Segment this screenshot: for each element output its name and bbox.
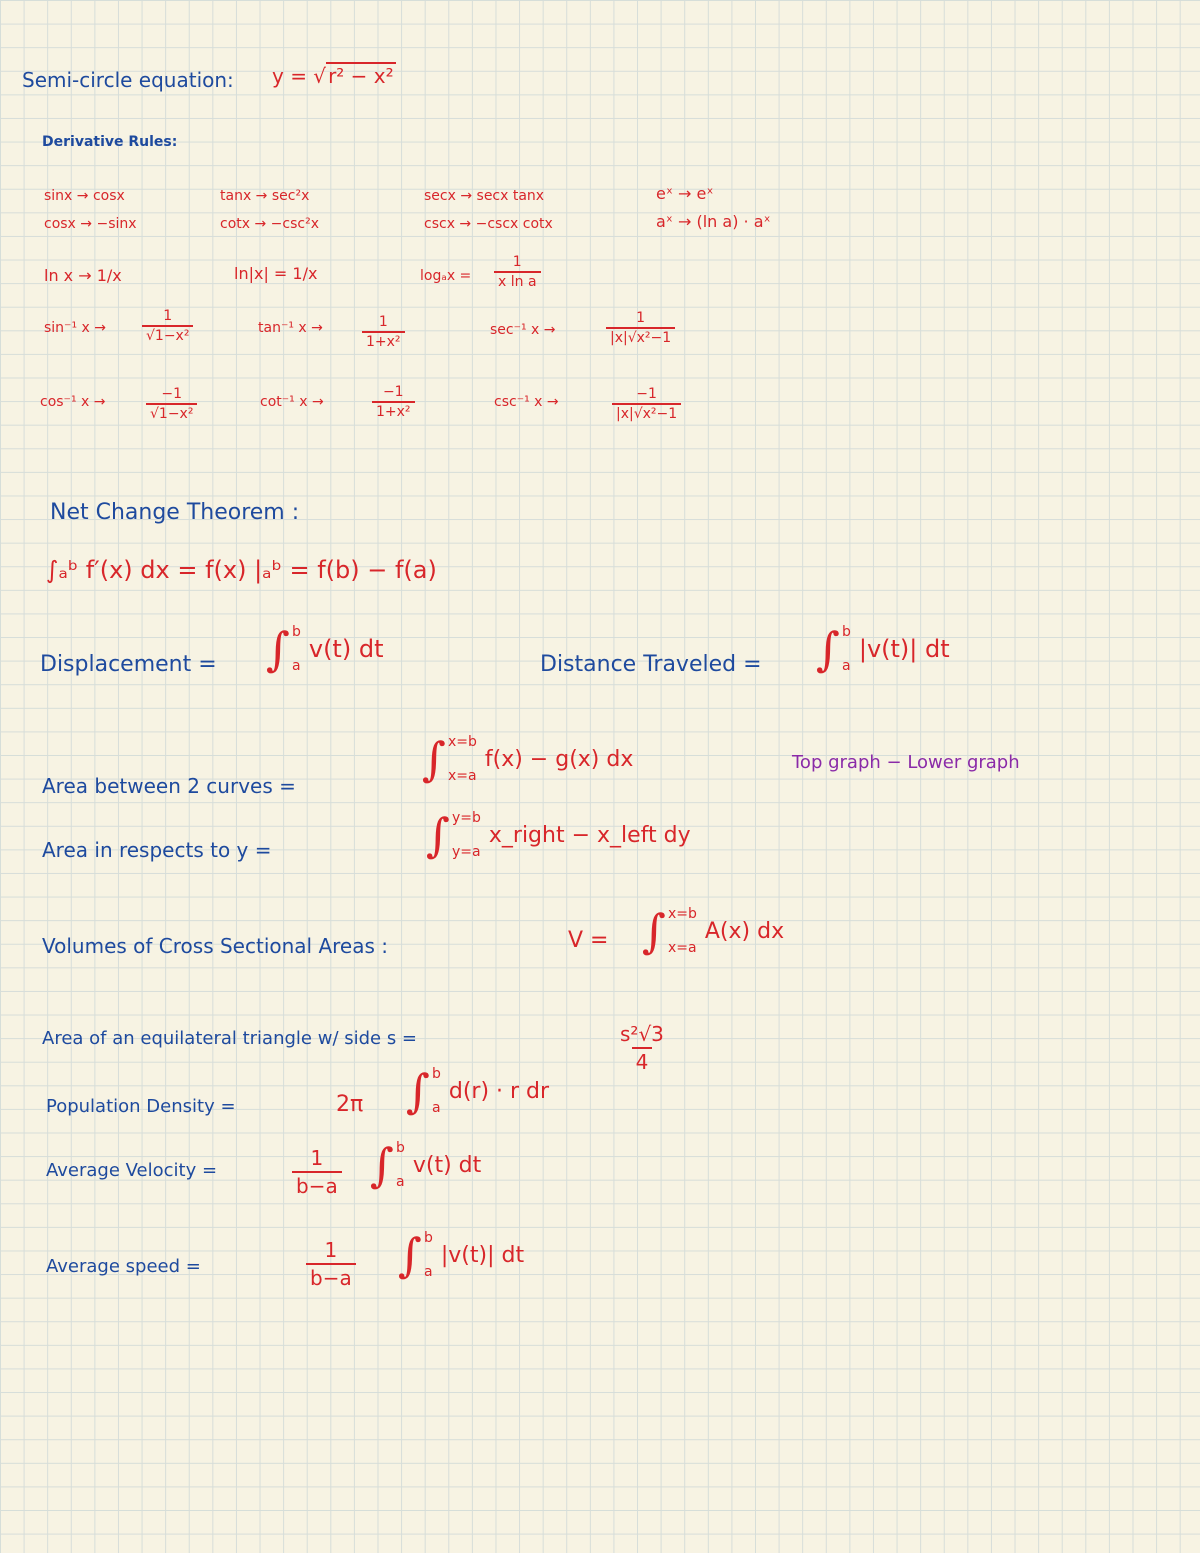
rule-arctan-left: tan⁻¹ x → bbox=[258, 320, 323, 336]
integrand: v(t) dt bbox=[412, 1152, 482, 1178]
rule-ax: aˣ → (ln a) · aˣ bbox=[656, 212, 771, 231]
avg-speed-den: b−a bbox=[306, 1263, 356, 1290]
population-integral bbox=[406, 1066, 549, 1116]
rule-lnabs: ln|x| = 1/x bbox=[234, 264, 318, 283]
displacement-label: Displacement = bbox=[40, 652, 217, 677]
avg-velocity-num: 1 bbox=[310, 1146, 324, 1170]
integrand: |v(t)| dt bbox=[440, 1242, 525, 1268]
integral-lower: a bbox=[395, 1174, 405, 1190]
integral-limits bbox=[842, 624, 851, 674]
integral-lower: a bbox=[291, 658, 301, 674]
rule-arcsec-left: sec⁻¹ x → bbox=[490, 322, 556, 338]
rule-arcsec-num: 1 bbox=[636, 310, 646, 326]
integral-symbol: ∫ bbox=[266, 622, 290, 676]
avg-speed-frac bbox=[306, 1238, 356, 1290]
integral-upper: b bbox=[395, 1140, 405, 1156]
avg-velocity-den: b−a bbox=[292, 1171, 342, 1198]
integral-upper: b bbox=[423, 1230, 433, 1246]
integral-upper: x=b bbox=[667, 906, 697, 922]
integral-symbol: ∫ bbox=[642, 904, 666, 958]
integrand: f(x) − g(x) dx bbox=[484, 746, 634, 772]
integrand: x_right − x_left dy bbox=[488, 822, 691, 848]
integral-limits bbox=[432, 1066, 441, 1116]
semicircle-formula-left: y = bbox=[272, 64, 307, 88]
rule-arcsec-den: |x|√x²−1 bbox=[606, 327, 675, 346]
integral-symbol: ∫ bbox=[426, 808, 450, 862]
rule-arccot-num: −1 bbox=[382, 384, 404, 400]
integral-lower: y=a bbox=[451, 844, 481, 860]
rule-sin: sinx → cosx bbox=[44, 188, 125, 204]
rule-csc: cscx → −cscx cotx bbox=[424, 216, 553, 232]
derivative-rules-title: Derivative Rules: bbox=[42, 134, 178, 150]
integral-lower: x=a bbox=[447, 768, 477, 784]
integral-lower: a bbox=[431, 1100, 441, 1116]
rule-arcsin-den: √1−x² bbox=[142, 325, 193, 344]
integral-upper: x=b bbox=[447, 734, 477, 750]
rule-log-left: logₐx = bbox=[420, 268, 472, 284]
rule-arcsin-left: sin⁻¹ x → bbox=[44, 320, 106, 336]
integral-upper: b bbox=[841, 624, 851, 640]
area-curves-label: Area between 2 curves = bbox=[42, 774, 296, 798]
rule-log-frac bbox=[494, 254, 541, 290]
rule-arccos-left: cos⁻¹ x → bbox=[40, 394, 106, 410]
population-lead: 2π bbox=[336, 1092, 364, 1117]
rule-arccos-frac bbox=[146, 386, 197, 422]
avg-speed-integral bbox=[398, 1230, 524, 1280]
rule-log-num: 1 bbox=[512, 254, 522, 270]
volumes-lead: V = bbox=[568, 928, 609, 953]
avg-speed-label: Average speed = bbox=[46, 1256, 201, 1277]
distance-integral bbox=[816, 624, 950, 674]
integrand: v(t) dt bbox=[308, 635, 384, 663]
integral-upper: b bbox=[431, 1066, 441, 1082]
integral-symbol: ∫ bbox=[406, 1064, 430, 1118]
avg-velocity-label: Average Velocity = bbox=[46, 1160, 218, 1181]
net-change-formula: ∫ₐᵇ f′(x) dx = f(x) |ₐᵇ = f(b) − f(a) bbox=[46, 556, 437, 584]
rule-arctan-num: 1 bbox=[378, 314, 388, 330]
rule-arcsin-num: 1 bbox=[163, 308, 173, 324]
avg-velocity-frac bbox=[292, 1146, 342, 1198]
integral-limits bbox=[452, 810, 481, 860]
area-curves-note: Top graph − Lower graph bbox=[792, 752, 1020, 773]
avg-velocity-integral bbox=[370, 1140, 481, 1190]
integral-limits bbox=[668, 906, 697, 956]
distance-label: Distance Traveled = bbox=[540, 652, 762, 677]
integral-lower: a bbox=[841, 658, 851, 674]
rule-arccsc-frac bbox=[612, 386, 681, 422]
area-curves-integral bbox=[422, 734, 633, 784]
rule-arctan-den: 1+x² bbox=[362, 331, 405, 350]
equilateral-den: 4 bbox=[632, 1047, 653, 1074]
integral-symbol: ∫ bbox=[398, 1228, 422, 1282]
rule-arccos-num: −1 bbox=[161, 386, 183, 402]
rule-ln: ln x → 1/x bbox=[44, 266, 122, 285]
integral-limits bbox=[292, 624, 301, 674]
rule-arcsec-frac bbox=[606, 310, 675, 346]
area-y-integral bbox=[426, 810, 691, 860]
integral-limits bbox=[396, 1140, 405, 1190]
population-label: Population Density = bbox=[46, 1096, 236, 1117]
equilateral-frac bbox=[616, 1022, 668, 1074]
net-change-title: Net Change Theorem : bbox=[50, 500, 300, 525]
integral-upper: y=b bbox=[451, 810, 481, 826]
area-y-label: Area in respects to y = bbox=[42, 838, 272, 862]
rule-arccsc-den: |x|√x²−1 bbox=[612, 403, 681, 422]
rule-arccot-left: cot⁻¹ x → bbox=[260, 394, 324, 410]
integral-symbol: ∫ bbox=[816, 622, 840, 676]
avg-speed-num: 1 bbox=[324, 1238, 338, 1262]
rule-arccsc-num: −1 bbox=[636, 386, 657, 402]
rule-arccsc-left: csc⁻¹ x → bbox=[494, 394, 559, 410]
equilateral-label: Area of an equilateral triangle w/ side s = bbox=[42, 1028, 418, 1049]
integral-lower: x=a bbox=[667, 940, 697, 956]
rule-arccot-den: 1+x² bbox=[372, 401, 415, 420]
rule-tan: tanx → sec²x bbox=[220, 188, 310, 204]
semicircle-label: Semi-circle equation: bbox=[22, 68, 234, 92]
volumes-integral bbox=[642, 906, 784, 956]
equilateral-num: s²√3 bbox=[620, 1022, 664, 1046]
rule-arcsin-frac bbox=[142, 308, 193, 344]
integral-symbol: ∫ bbox=[370, 1138, 394, 1192]
rule-arccos-den: √1−x² bbox=[146, 403, 197, 422]
displacement-integral bbox=[266, 624, 383, 674]
semicircle-radicand: r² − x² bbox=[328, 64, 394, 88]
rule-arccot-frac bbox=[372, 384, 415, 420]
rule-sec: secx → secx tanx bbox=[424, 188, 545, 204]
integral-symbol: ∫ bbox=[422, 732, 446, 786]
integral-lower: a bbox=[423, 1264, 433, 1280]
integral-limits bbox=[448, 734, 477, 784]
integrand: |v(t)| dt bbox=[858, 635, 950, 663]
integral-limits bbox=[424, 1230, 433, 1280]
rule-log-den: x ln a bbox=[494, 271, 541, 290]
semicircle-formula: y = √ r² − x² bbox=[272, 64, 394, 88]
integrand: d(r) · r dr bbox=[448, 1078, 550, 1104]
integral-upper: b bbox=[291, 624, 301, 640]
rule-cos: cosx → −sinx bbox=[44, 216, 137, 232]
volumes-label: Volumes of Cross Sectional Areas : bbox=[42, 934, 388, 958]
rule-exp: eˣ → eˣ bbox=[656, 184, 714, 203]
rule-arctan-frac bbox=[362, 314, 405, 350]
rule-cot: cotx → −csc²x bbox=[220, 216, 319, 232]
integrand: A(x) dx bbox=[704, 918, 785, 944]
